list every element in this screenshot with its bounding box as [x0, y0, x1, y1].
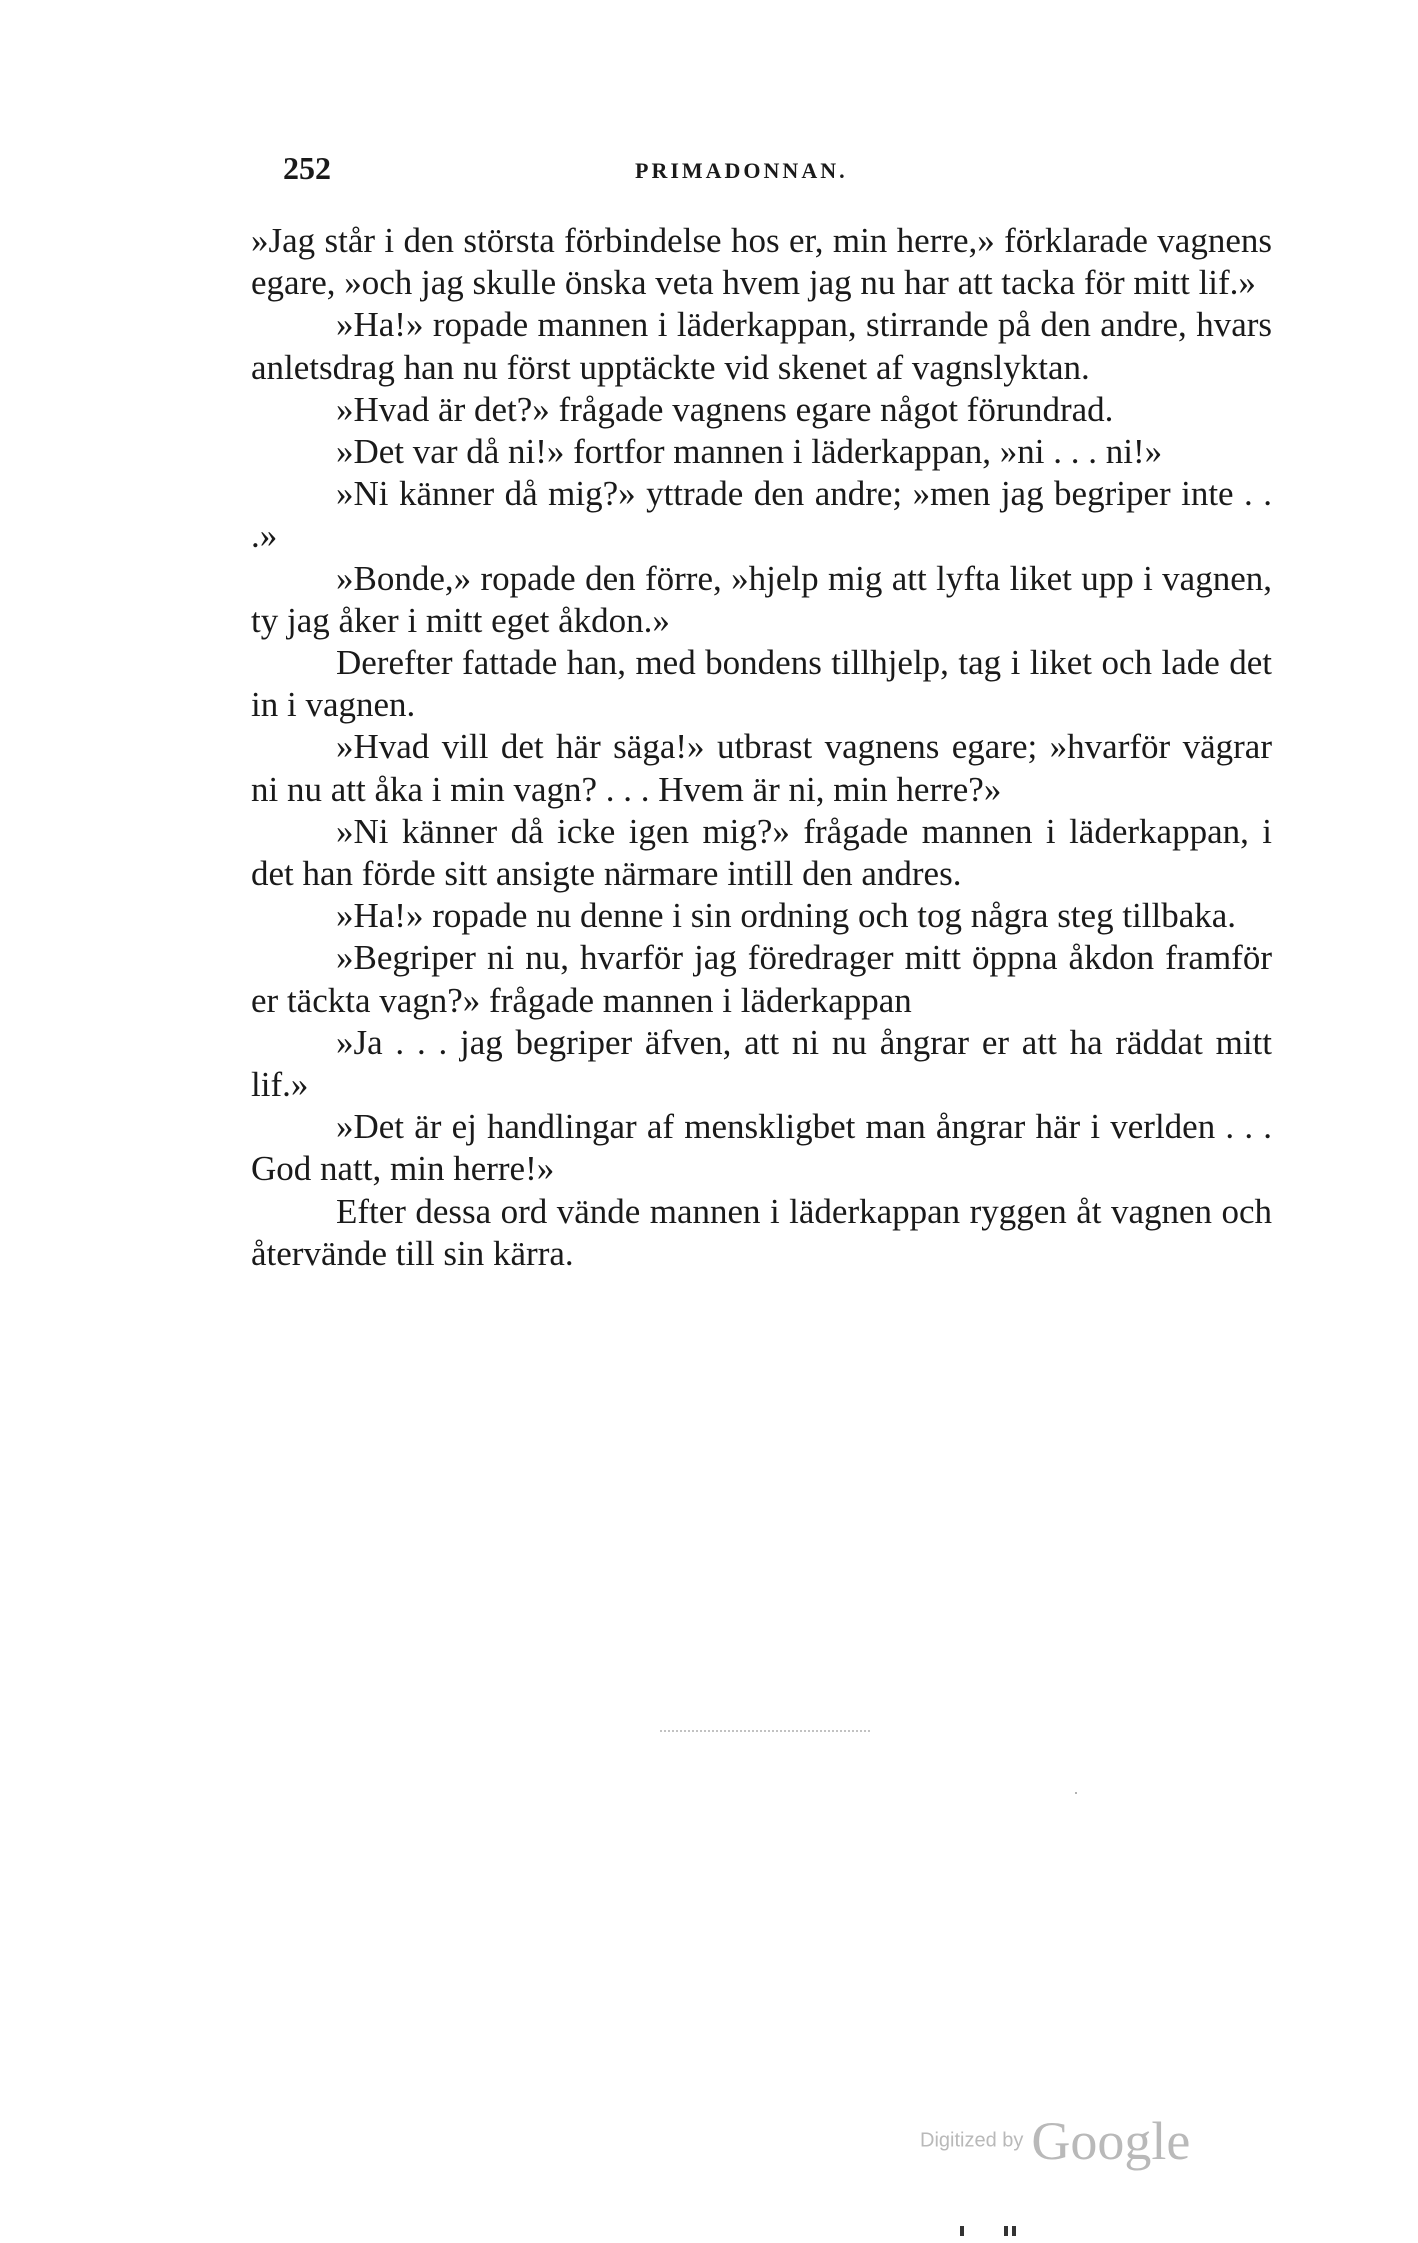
paragraph: »Ni känner då icke igen mig?» frågade mannen i läderkappan, i det han förde sitt ansigte närmare intill den andres.	[251, 811, 1272, 894]
watermark-prefix: Digitized by	[920, 2129, 1024, 2152]
watermark-brand: Google	[1031, 2111, 1191, 2171]
paragraph: »Jag står i den största förbindelse hos er, min herre,» förklarade vagnens egare, »och jag skulle önska veta hvem jag nu har att tacka för mitt lif.»	[251, 221, 1272, 303]
stray-mark	[1075, 1792, 1077, 1794]
body-text	[251, 220, 1272, 1275]
paragraph: »Det är ej handlingar af menskligbet man ångrar här i verlden . . . God natt, min herre!»	[251, 1107, 1272, 1189]
scan-mark	[1004, 2226, 1008, 2236]
scan-mark	[960, 2226, 964, 2236]
paragraph: »Ja . . . jag begriper äfven, att ni nu ångrar er att ha räddat mitt lif.»	[251, 1022, 1272, 1105]
paragraph: »Begriper ni nu, hvarför jag föredrager mitt öppna åkdon framför er täckta vagn?» frågade mannen i läderkappan	[251, 938, 1272, 1020]
paragraph: »Ha!» ropade nu denne i sin ordning och tog några steg tillbaka.	[336, 896, 1237, 936]
paragraph: »Ha!» ropade mannen i läderkappan, stirrande på den andre, hvars anletsdrag han nu först upptäckte vid skenet af vagnslyktan.	[251, 305, 1272, 387]
paragraph: »Hvad är det?» frågade vagnens egare något förundrad.	[336, 389, 1114, 429]
page-number: 252	[283, 150, 331, 186]
scan-mark	[1012, 2226, 1016, 2236]
paragraph: »Bonde,» ropade den förre, »hjelp mig att lyfta liket upp i vagnen, ty jag åker i mitt eget åkdon.»	[251, 558, 1272, 640]
paragraph: »Det var då ni!» fortfor mannen i läderkappan, »ni . . . ni!»	[336, 432, 1163, 472]
paragraph: Derefter fattade han, med bondens tillhjelp, tag i liket och lade det in i vagnen.	[251, 643, 1272, 725]
digitized-watermark	[920, 2110, 1190, 2172]
bottom-scan-marks	[960, 2226, 1050, 2236]
faint-ornament-divider	[660, 1730, 870, 1736]
running-head: PRIMADONNAN.	[635, 158, 848, 183]
paragraph: »Ni känner då mig?» yttrade den andre; »men jag begriper inte . . .»	[251, 474, 1272, 556]
paragraph: Efter dessa ord vände mannen i läderkappan ryggen åt vagnen och återvände till sin kärra.	[251, 1191, 1272, 1273]
paragraph: »Hvad vill det här säga!» utbrast vagnens egare; »hvarför vägrar ni nu att åka i min vagn? . . . Hvem är ni, min herre?»	[251, 727, 1272, 809]
